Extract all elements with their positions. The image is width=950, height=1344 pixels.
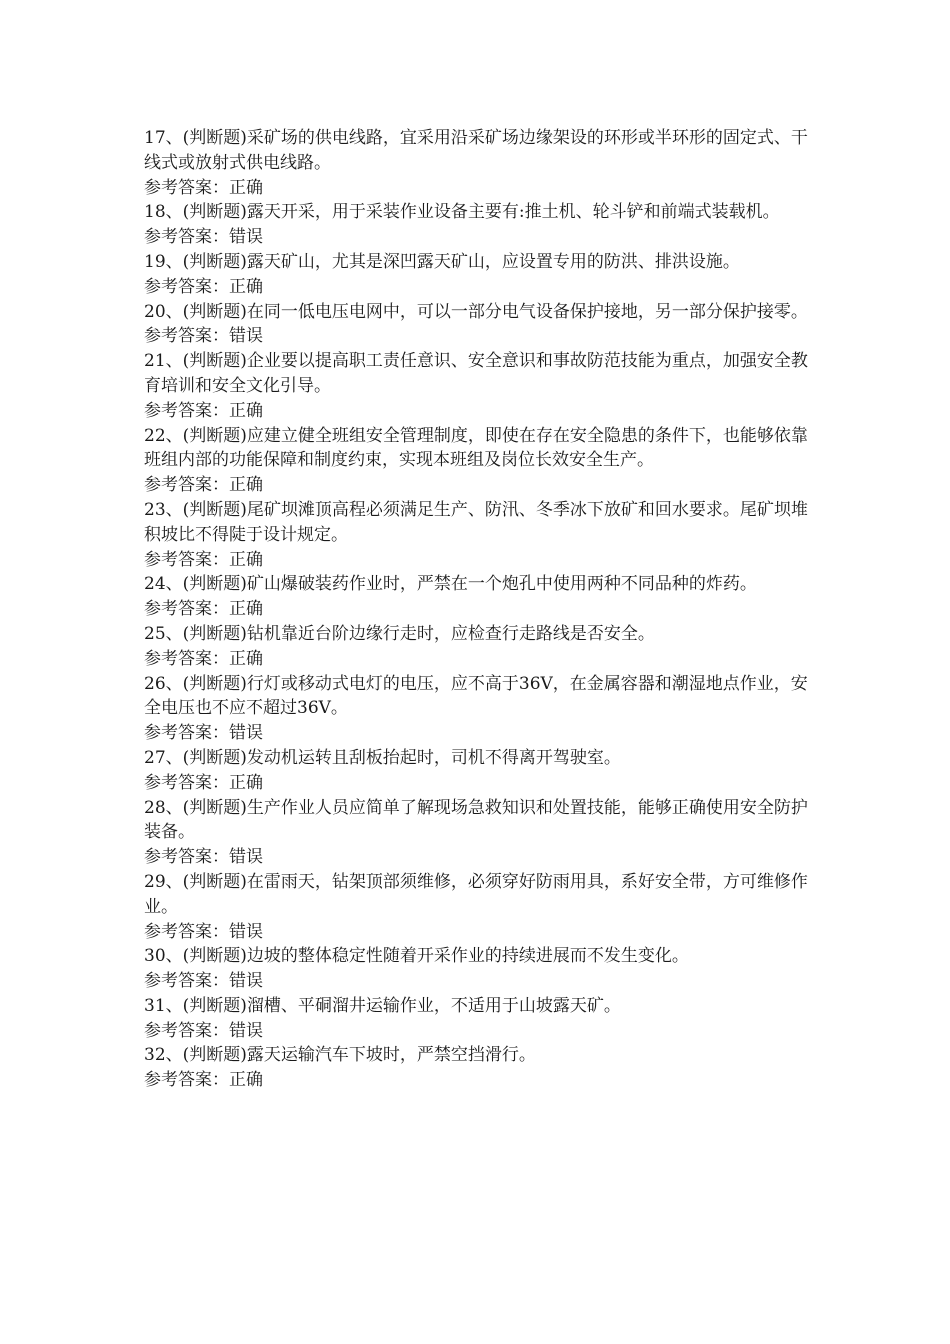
question-item: [144, 746, 824, 796]
question-item: [144, 870, 824, 944]
question-text: 30、(判断题)边坡的整体稳定性随着开采作业的持续进展而不发生变化。: [144, 946, 689, 967]
answer-label: 参考答案：: [144, 1020, 229, 1041]
answer-label: 参考答案：: [144, 971, 229, 992]
answer-line: [144, 771, 824, 796]
answer-label: 参考答案：: [144, 326, 229, 347]
answer-value: 正确: [229, 400, 263, 421]
answer-value: 正确: [229, 599, 263, 620]
question-text: 25、(判断题)钻机靠近台阶边缘行走时，应检查行走路线是否安全。: [144, 623, 655, 644]
question-text: 27、(判断题)发动机运转且刮板抬起时，司机不得离开驾驶室。: [144, 747, 621, 768]
answer-line: [144, 845, 824, 870]
question-item: [144, 622, 824, 672]
answer-value: 错误: [229, 921, 263, 942]
question-text: 17、(判断题)采矿场的供电线路，宜采用沿采矿场边缘架设的环形或半环形的固定式、干线式或放射式供电线路。: [144, 128, 808, 173]
answer-line: [144, 597, 824, 622]
answer-label: 参考答案：: [144, 772, 229, 793]
answer-line: [144, 1019, 824, 1044]
question-item: [144, 944, 824, 994]
question-item: [144, 796, 824, 870]
answer-line: [144, 176, 824, 201]
question-item: [144, 424, 824, 498]
question-item: [144, 994, 824, 1044]
question-text: 22、(判断题)应建立健全班组安全管理制度，即使在存在安全隐患的条件下，也能够依靠班组内部的功能保障和制度约束，实现本班组及岗位长效安全生产。: [144, 425, 808, 471]
question-item: [144, 200, 824, 250]
question-text: 20、(判断题)在同一低电压电网中，可以一部分电气设备保护接地，另一部分保护接零。: [144, 301, 808, 322]
question-text: 32、(判断题)露天运输汽车下坡时，严禁空挡滑行。: [144, 1045, 536, 1066]
answer-label: 参考答案：: [144, 921, 229, 942]
answer-value: 正确: [229, 648, 263, 669]
question-text: 24、(判断题)矿山爆破装药作业时，严禁在一个炮孔中使用两种不同品种的炸药。: [144, 574, 757, 595]
question-item: [144, 572, 824, 622]
question-item: [144, 498, 824, 572]
answer-line: [144, 920, 824, 945]
question-text: 23、(判断题)尾矿坝滩顶高程必须满足生产、防汛、冬季冰下放矿和回水要求。尾矿坝堆积坡比不得陡于设计规定。: [144, 499, 808, 545]
answer-value: 错误: [229, 723, 263, 744]
answer-label: 参考答案：: [144, 648, 229, 669]
answer-value: 错误: [229, 847, 263, 868]
question-text: 19、(判断题)露天矿山，尤其是深凹露天矿山，应设置专用的防洪、排洪设施。: [144, 251, 740, 272]
answer-line: [144, 969, 824, 994]
answer-label: 参考答案：: [144, 599, 229, 620]
answer-line: [144, 473, 824, 498]
answer-label: 参考答案：: [144, 847, 229, 868]
answer-label: 参考答案：: [144, 227, 229, 248]
answer-line: [144, 225, 824, 250]
document-page: [144, 126, 824, 1093]
answer-label: 参考答案：: [144, 177, 229, 198]
answer-value: 错误: [229, 326, 263, 347]
answer-line: [144, 275, 824, 300]
answer-line: [144, 399, 824, 424]
answer-label: 参考答案：: [144, 549, 229, 570]
answer-value: 正确: [229, 1070, 263, 1091]
question-text: 29、(判断题)在雷雨天，钻架顶部须维修，必须穿好防雨用具，系好安全带，方可维修作业。: [144, 871, 808, 917]
question-text: 18、(判断题)露天开采，用于采装作业设备主要有:推土机、轮斗铲和前端式装载机。: [144, 202, 780, 223]
question-text: 26、(判断题)行灯或移动式电灯的电压，应不高于36V，在金属容器和潮湿地点作业，安全电压也不应不超过36V。: [144, 673, 808, 719]
answer-value: 正确: [229, 177, 263, 198]
answer-label: 参考答案：: [144, 723, 229, 744]
question-item: [144, 1043, 824, 1093]
answer-value: 正确: [229, 772, 263, 793]
answer-label: 参考答案：: [144, 400, 229, 421]
question-text: 21、(判断题)企业要以提高职工责任意识、安全意识和事故防范技能为重点，加强安全教育培训和安全文化引导。: [144, 351, 808, 396]
answer-value: 错误: [229, 971, 263, 992]
answer-line: [144, 324, 824, 349]
answer-value: 错误: [229, 227, 263, 248]
answer-label: 参考答案：: [144, 475, 229, 496]
answer-label: 参考答案：: [144, 276, 229, 297]
answer-label: 参考答案：: [144, 1070, 229, 1091]
question-item: [144, 672, 824, 746]
answer-value: 正确: [229, 475, 263, 496]
answer-value: 正确: [229, 549, 263, 570]
question-item: [144, 300, 824, 350]
answer-line: [144, 647, 824, 672]
answer-line: [144, 721, 824, 746]
question-text: 31、(判断题)溜槽、平硐溜井运输作业，不适用于山坡露天矿。: [144, 995, 621, 1016]
question-item: [144, 126, 824, 200]
answer-value: 错误: [229, 1020, 263, 1041]
question-item: [144, 349, 824, 423]
question-item: [144, 250, 824, 300]
answer-line: [144, 1068, 824, 1093]
answer-line: [144, 548, 824, 573]
question-text: 28、(判断题)生产作业人员应简单了解现场急救知识和处置技能，能够正确使用安全防护装备。: [144, 797, 808, 843]
answer-value: 正确: [229, 276, 263, 297]
